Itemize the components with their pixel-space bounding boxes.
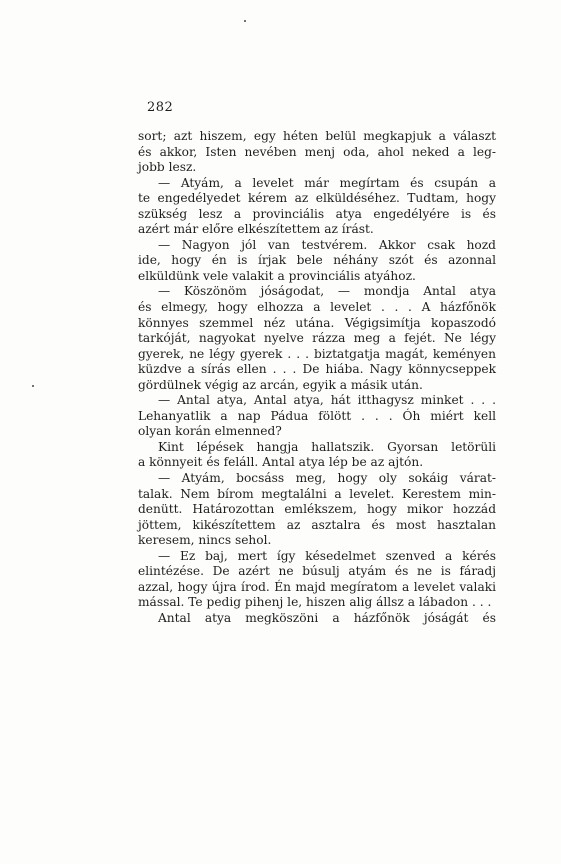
- ink-speck: [244, 20, 246, 22]
- text-line: könnyes szemmel néz utána. Végigsimítja kopaszodó: [138, 315, 496, 330]
- text-line: elintézése. De azért ne búsulj atyám és ne is fáradj: [138, 564, 496, 579]
- text-line: keresem, nincs sehol.: [138, 533, 272, 548]
- text-line: te engedélyedet kérem az elküldéséhez. Tudtam, hogy: [138, 191, 496, 206]
- text-line: jobb lesz.: [138, 160, 197, 175]
- text-line: — Nagyon jól van testvérem. Akkor csak hozd: [158, 237, 496, 252]
- text-line: sort; azt hiszem, egy héten belül megkapjuk a választ: [138, 129, 496, 143]
- text-line: azért már előre elkészítettem az írást.: [138, 222, 374, 237]
- text-line: azzal, hogy újra írod. Én majd megíratom a levelet valaki: [138, 579, 496, 594]
- text-line: olyan korán elmenned?: [138, 424, 282, 439]
- text-line: mással. Te pedig pihenj le, hiszen alig állsz a lábadon . . .: [138, 595, 492, 610]
- text-line: Kint lépések hangja hallatszik. Gyorsan letörüli: [158, 439, 496, 454]
- text-line: — Antal atya, Antal atya, hát itthagysz minket . . .: [158, 393, 496, 408]
- text-line: Lehanyatlik a nap Pádua fölött . . . Óh miért kell: [138, 408, 496, 423]
- text-line: — Köszönöm jóságodat, — mondja Antal atya: [158, 284, 496, 299]
- text-line: és akkor, Isten nevében menj oda, ahol neked a leg-: [138, 144, 496, 159]
- text-line: denütt. Határozottan emlékszem, hogy mikor hozzád: [138, 502, 496, 517]
- text-line: tarkóját, nagyokat nyelve rázza meg a fejét. Ne légy: [138, 331, 496, 346]
- text-line: küzdve a sírás ellen . . . De hiába. Nagy könnycseppek: [138, 362, 496, 377]
- text-line: gyerek, ne légy gyerek . . . biztatgatja magát, keményen: [138, 346, 496, 361]
- body-text: [138, 129, 496, 627]
- text-line: ide, hogy én is írjak bele néhány szót és azonnal: [138, 253, 496, 268]
- text-line: — Atyám, a levelet már megírtam és csupán a: [158, 175, 496, 190]
- text-line: — Ez baj, mert így késedelmet szenved a kérés: [158, 548, 496, 563]
- text-line: szükség lesz a provinciális atya engedélyére is és: [138, 206, 496, 221]
- text-line: és elmegy, hogy elhozza a levelet . . . A házfőnök: [138, 300, 496, 315]
- text-line: a könnyeit és feláll. Antal atya lép be az ajtón.: [138, 455, 424, 470]
- text-line: talak. Nem bírom megtalálni a levelet. Kerestem min-: [138, 486, 496, 501]
- text-line: gördülnek végig az arcán, egyik a másik után.: [138, 377, 423, 392]
- text-line: elküldünk vele valakit a provinciális atyához.: [138, 268, 416, 283]
- page-number: 282: [147, 100, 174, 115]
- text-line: — Atyám, bocsáss meg, hogy oly sokáig várat-: [158, 471, 496, 486]
- text-line: jöttem, kikészítettem az asztalra és most hasztalan: [138, 517, 496, 532]
- text-line: Antal atya megköszöni a házfőnök jóságát és: [158, 610, 496, 625]
- ink-speck: [32, 385, 34, 387]
